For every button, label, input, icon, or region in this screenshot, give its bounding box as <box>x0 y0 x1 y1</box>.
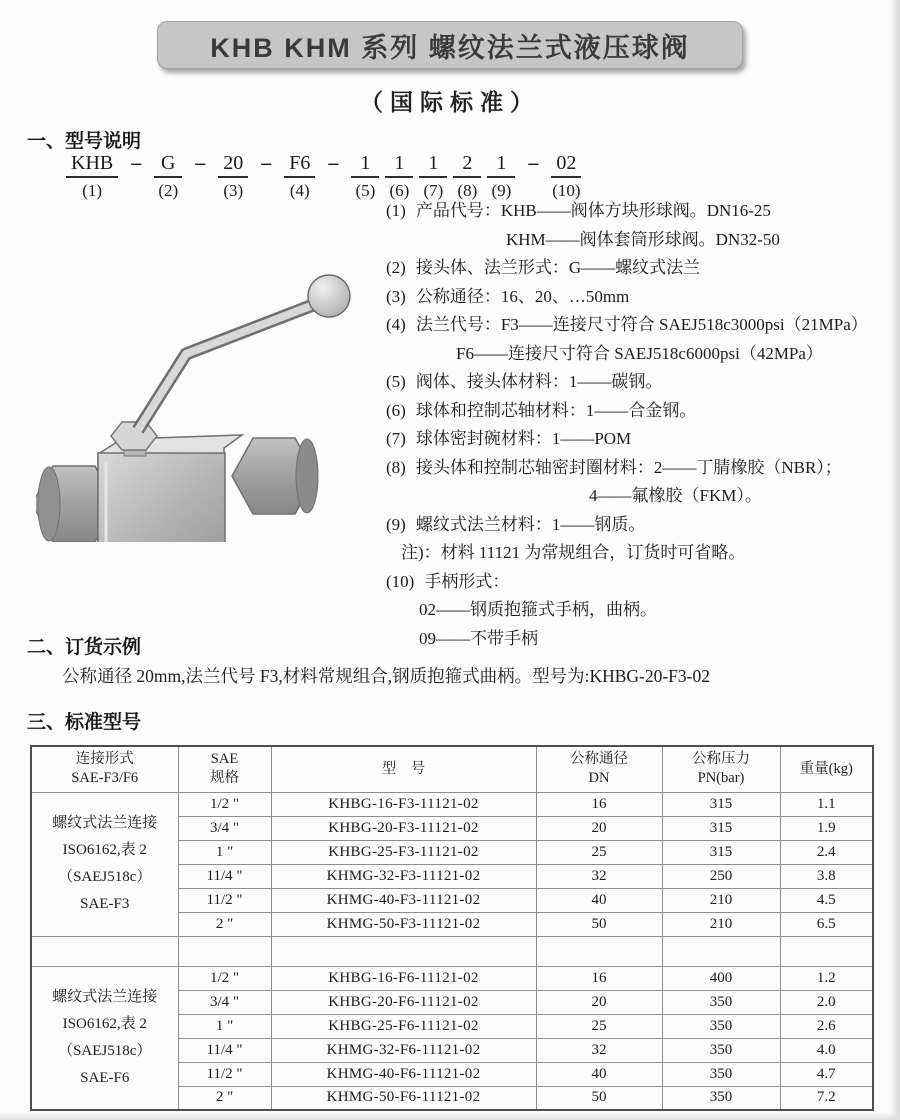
cell-model: KHBG-20-F6-11121-02 <box>271 990 536 1014</box>
cell-pn: 315 <box>662 840 780 864</box>
note-line: (9) 螺纹式法兰材料：1——钢质。 <box>386 514 646 534</box>
cell-dn: 16 <box>536 966 662 990</box>
cell-sae: 2 " <box>178 1086 271 1110</box>
note-line: (1) 产品代号：KHB——阀体方块形球阀。DN16-25 <box>386 201 771 220</box>
cell-dn: 40 <box>536 1062 662 1086</box>
col-header-sae-size: SAE 规格 <box>178 746 271 792</box>
page-subtitle: （国际标准） <box>360 89 540 115</box>
col-header-model: 型 号 <box>271 746 536 792</box>
cell-dn: 50 <box>536 1086 662 1110</box>
separator-row <box>31 936 873 966</box>
dash-separator: – <box>131 152 142 174</box>
cell-pn: 315 <box>662 792 780 816</box>
cell-sae: 1/2 " <box>178 966 271 990</box>
cell-pn: 210 <box>662 888 780 912</box>
model-code-segment: 1 (6) <box>385 151 413 203</box>
cell-model: KHBG-25-F6-11121-02 <box>271 1014 536 1038</box>
cell-dn: 40 <box>536 888 662 912</box>
cell-weight: 1.2 <box>780 966 873 990</box>
cell-sae: 11/4 " <box>178 1038 271 1062</box>
table-row <box>31 792 873 816</box>
model-code-segment: 02 (10) <box>552 152 581 200</box>
cell-dn: 50 <box>536 912 662 936</box>
model-code-segment: F6 (4) <box>284 151 315 203</box>
note-line: KHM——阀体套筒形球阀。DN32-50 <box>506 229 780 249</box>
model-code-breakdown <box>63 151 584 203</box>
cell-weight: 4.7 <box>780 1062 873 1086</box>
cell-model: KHMG-40-F3-11121-02 <box>271 888 536 912</box>
cell-model: KHMG-50-F6-11121-02 <box>271 1086 536 1110</box>
cell-pn: 350 <box>662 1086 780 1110</box>
model-code-segment: G (2) <box>154 151 182 203</box>
dash-separator: – <box>195 152 206 174</box>
note-line: (7) 球体密封碗材料：1——POM <box>386 429 632 448</box>
cell-pn: 250 <box>662 864 780 888</box>
group-label-f6: 螺纹式法兰连接 ISO6162,表 2 （SAEJ518c） SAE-F6 <box>31 966 178 1110</box>
cell-dn: 20 <box>536 816 662 840</box>
cell-weight: 2.4 <box>780 840 873 864</box>
cell-weight: 3.8 <box>780 864 873 888</box>
cell-dn: 20 <box>536 990 662 1014</box>
cell-weight: 1.9 <box>780 816 873 840</box>
cell-model: KHBG-20-F3-11121-02 <box>271 816 536 840</box>
table-header-row <box>31 746 873 792</box>
section3-heading: 三、标准型号 <box>27 712 142 733</box>
dash-separator: – <box>261 152 272 174</box>
model-code-segment: 20 (3) <box>218 151 248 203</box>
cell-sae: 3/4 " <box>178 990 271 1014</box>
cell-sae: 3/4 " <box>178 816 271 840</box>
cell-pn: 315 <box>662 816 780 840</box>
cell-sae: 2 " <box>178 912 271 936</box>
cell-model: KHMG-50-F3-11121-02 <box>271 912 536 936</box>
cell-weight: 7.2 <box>780 1086 873 1110</box>
cell-model: KHMG-32-F3-11121-02 <box>271 864 536 888</box>
note-line: (2) 接头体、法兰形式：G——螺纹式法兰 <box>386 258 701 277</box>
model-code-segment: 2 (8) <box>453 151 481 203</box>
note-line: F6——连接尺寸符合 SAEJ518c6000psi（42MPa） <box>456 343 823 363</box>
scan-edge-shading <box>890 0 900 1120</box>
cell-weight: 1.1 <box>780 792 873 816</box>
note-line: 注)：材料 11121 为常规组合，订货时可省略。 <box>401 543 746 562</box>
cell-sae: 11/2 " <box>178 1062 271 1086</box>
model-code-segment: KHB (1) <box>66 151 118 203</box>
title-banner <box>157 21 743 69</box>
cell-pn: 400 <box>662 966 780 990</box>
cell-weight: 6.5 <box>780 912 873 936</box>
cell-weight: 2.0 <box>780 990 873 1014</box>
cell-pn: 350 <box>662 1038 780 1062</box>
note-line: (6) 球体和控制芯轴材料：1——合金钢。 <box>386 400 697 420</box>
cell-model: KHMG-40-F6-11121-02 <box>271 1062 536 1086</box>
cell-pn: 350 <box>662 990 780 1014</box>
dash-separator: – <box>528 152 539 174</box>
note-line: (4) 法兰代号：F3——连接尺寸符合 SAEJ518c3000psi（21MPa） <box>386 315 868 334</box>
section2-heading: 二、订货示例 <box>27 637 142 658</box>
section1-heading: 一、型号说明 <box>27 131 142 152</box>
note-line: (8) 接头体和控制芯轴密封圈材料：2——丁腈橡胶（NBR）； <box>386 457 842 477</box>
cell-dn: 16 <box>536 792 662 816</box>
dash-separator: – <box>328 152 339 174</box>
standard-models-table <box>30 745 874 1111</box>
col-header-connection: 连接形式 SAE-F3/F6 <box>31 746 178 792</box>
col-header-weight: 重量(kg) <box>780 746 873 792</box>
model-code-notes <box>386 197 891 653</box>
ball-valve-photo <box>36 242 366 542</box>
cell-sae: 1 " <box>178 840 271 864</box>
cell-model: KHBG-16-F3-11121-02 <box>271 792 536 816</box>
cell-pn: 350 <box>662 1014 780 1038</box>
col-header-dn: 公称通径 DN <box>536 746 662 792</box>
cell-model: KHMG-32-F6-11121-02 <box>271 1038 536 1062</box>
cell-sae: 1 " <box>178 1014 271 1038</box>
col-header-pn: 公称压力 PN(bar) <box>662 746 780 792</box>
cell-sae: 1/2 " <box>178 792 271 816</box>
cell-dn: 32 <box>536 864 662 888</box>
cell-weight: 4.5 <box>780 888 873 912</box>
model-code-segment: 1 (7) <box>419 151 447 203</box>
cell-dn: 32 <box>536 1038 662 1062</box>
cell-dn: 25 <box>536 840 662 864</box>
group-label-f3: 螺纹式法兰连接 ISO6162,表 2 （SAEJ518c） SAE-F3 <box>31 792 178 936</box>
cell-dn: 25 <box>536 1014 662 1038</box>
scan-edge-shading <box>0 1112 900 1120</box>
cell-weight: 2.6 <box>780 1014 873 1038</box>
note-line: (10) 手柄形式： <box>386 571 510 591</box>
note-line: (3) 公称通径：16、20、…50mm <box>386 286 630 306</box>
model-code-segment: 1 (9) <box>487 151 515 203</box>
cell-model: KHBG-16-F6-11121-02 <box>271 966 536 990</box>
cell-model: KHBG-25-F3-11121-02 <box>271 840 536 864</box>
note-line: (5) 阀体、接头体材料：1——碳钢。 <box>386 372 663 391</box>
model-code-segment: 1 (5) <box>351 151 379 203</box>
cell-weight: 4.0 <box>780 1038 873 1062</box>
note-line: 4——氟橡胶（FKM）。 <box>589 486 762 505</box>
note-line: 09——不带手柄 <box>419 628 538 648</box>
table-row <box>31 966 873 990</box>
note-line: 02——钢质抱箍式手柄，曲柄。 <box>419 600 657 619</box>
cell-sae: 11/2 " <box>178 888 271 912</box>
ball-valve-illustration <box>36 242 366 542</box>
page-title: KHB KHM 系列 螺纹法兰式液压球阀 <box>210 32 690 63</box>
order-example-text: 公称通径 20mm,法兰代号 F3,材料常规组合,钢质抱箍式曲柄。型号为:KHBG-20-F3-02 <box>62 666 710 686</box>
cell-pn: 210 <box>662 912 780 936</box>
cell-pn: 350 <box>662 1062 780 1086</box>
cell-sae: 11/4 " <box>178 864 271 888</box>
